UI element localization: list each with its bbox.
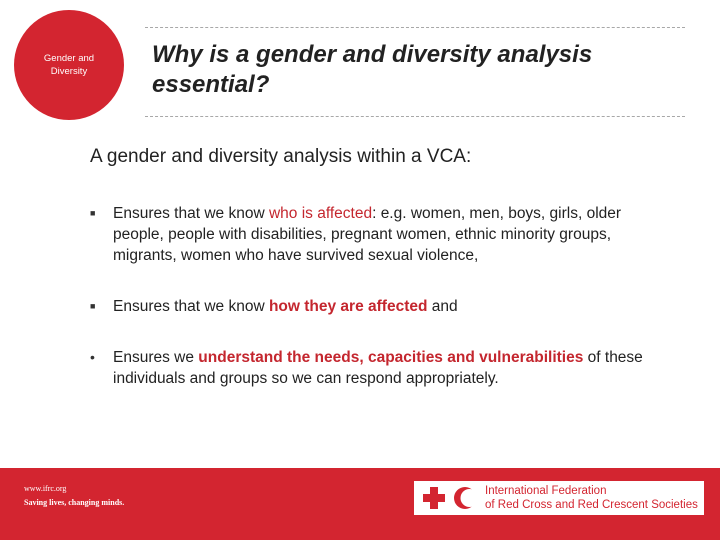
footer-bar xyxy=(0,468,720,540)
bullet-highlight: understand the needs, capacities and vulnerabilities xyxy=(198,349,584,366)
bullet-text: Ensures that we know xyxy=(113,205,269,222)
title-line-1: Why is a gender and diversity analysis xyxy=(152,41,593,68)
bullet-text: Ensures we xyxy=(113,349,199,366)
bullet-item-who-affected xyxy=(90,203,670,266)
bullet-highlight: how they are affected xyxy=(268,298,428,315)
bullet-text-rest: and xyxy=(427,298,458,315)
footer-url-link[interactable]: www.ifrc.org xyxy=(24,484,67,493)
bullet-text-rest: : e.g. women, men, boys, girls, older people, people with disabilities, pregnant women, ethnic minority groups, migrants, women who have survived sexual violence, xyxy=(113,205,622,264)
bullet-marker: • xyxy=(90,349,95,365)
bullet-list xyxy=(90,203,670,389)
footer-slogan: Saving lives, changing minds. xyxy=(24,498,125,507)
bullet-text-rest: of these individuals and groups so we can respond appropriately. xyxy=(113,349,643,387)
bullet-text: Ensures that we know xyxy=(113,298,269,315)
section-badge xyxy=(14,10,124,120)
badge-line-2: Diversity xyxy=(50,66,88,77)
bullet-highlight: who is affected xyxy=(268,205,373,222)
red-crescent-icon xyxy=(452,484,478,512)
org-name xyxy=(485,484,698,512)
title-divider xyxy=(145,116,685,117)
subtitle: A gender and diversity analysis within a VCA: xyxy=(90,146,472,167)
bullet-marker: ■ xyxy=(90,208,96,218)
bullet-item-how-affected xyxy=(90,296,670,317)
slide-title xyxy=(152,40,692,100)
red-cross-icon xyxy=(420,484,448,512)
org-name-line-2: of Red Cross and Red Crescent Societies xyxy=(485,499,698,511)
badge-line-1: Gender and xyxy=(43,53,95,64)
top-divider xyxy=(145,27,685,28)
ifrc-logo xyxy=(414,481,704,515)
bullet-marker: ■ xyxy=(90,301,96,311)
org-name-line-1: International Federation xyxy=(485,485,607,497)
bullet-item-needs xyxy=(90,347,670,389)
title-line-2: essential? xyxy=(152,71,270,98)
